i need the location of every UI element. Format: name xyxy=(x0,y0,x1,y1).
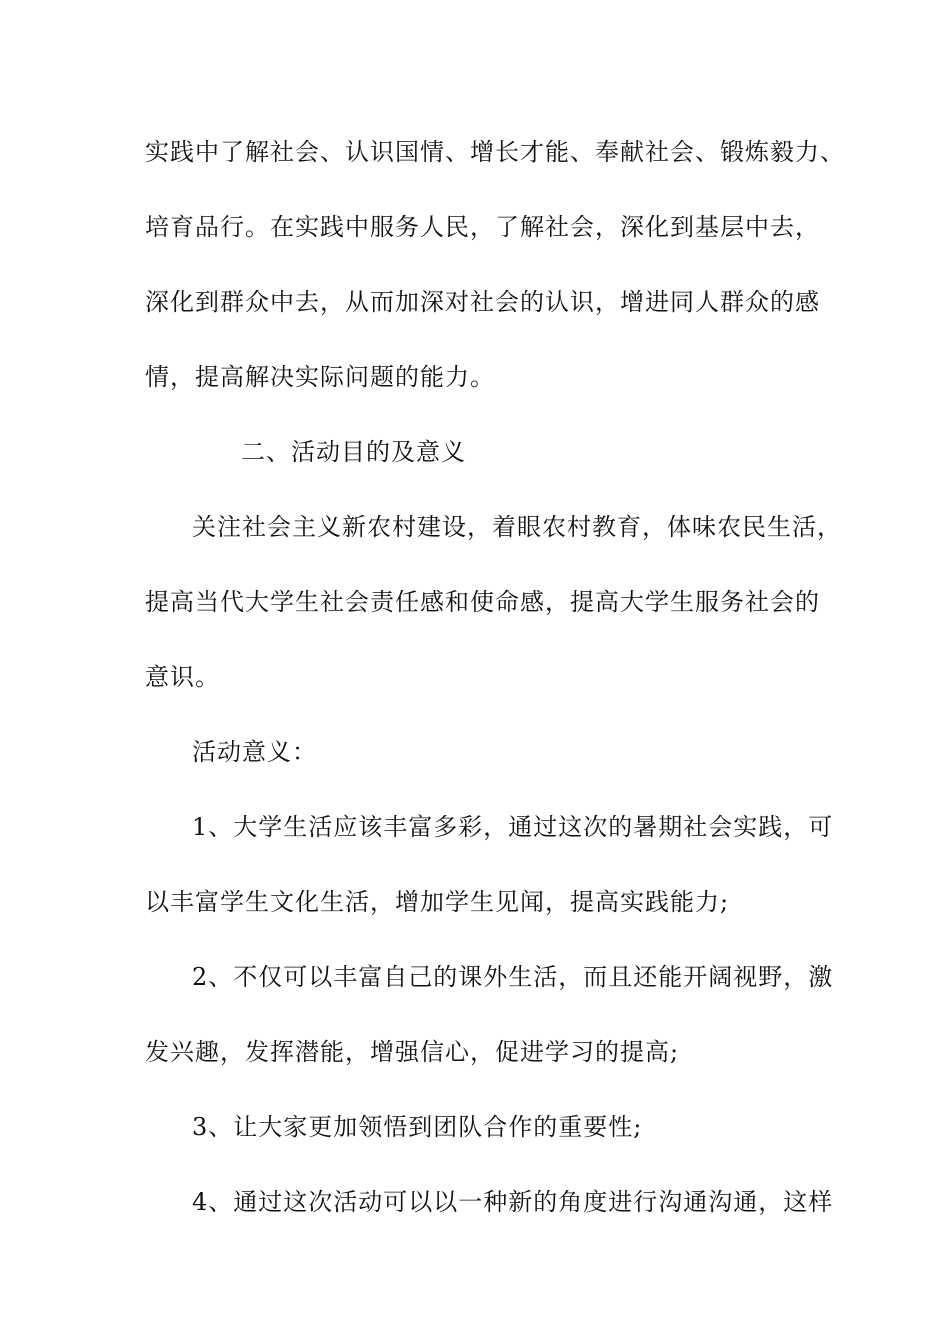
list-item-line: 3、让大家更加领悟到团队合作的重要性; xyxy=(192,1113,643,1141)
paragraph-line: 情，提高解决实际问题的能力。 xyxy=(145,363,495,391)
subheading: 活动意义： xyxy=(192,738,317,766)
paragraph-line: 实践中了解社会、认识国情、增长才能、奉献社会、锻炼毅力、 xyxy=(145,138,845,166)
paragraph-line: 深化到群众中去，从而加深对社会的认识，增进同人群众的感 xyxy=(145,288,820,316)
list-item-line: 发兴趣，发挥潜能，增强信心，促进学习的提高; xyxy=(145,1038,680,1066)
paragraph-line: 培育品行。在实践中服务人民，了解社会，深化到基层中去， xyxy=(145,213,820,241)
list-item-line: 4、通过这次活动可以以一种新的角度进行沟通沟通，这样 xyxy=(192,1188,834,1216)
list-item-line: 以丰富学生文化生活，增加学生见闻，提高实践能力; xyxy=(145,888,730,916)
list-item-line: 2、不仅可以丰富自己的课外生活，而且还能开阔视野，激 xyxy=(192,963,834,991)
list-item-line: 1、大学生活应该丰富多彩，通过这次的暑期社会实践，可 xyxy=(192,813,834,841)
paragraph-line: 提高当代大学生社会责任感和使命感，提高大学生服务社会的 xyxy=(145,588,820,616)
paragraph-line: 关注社会主义新农村建设，着眼农村教育，体味农民生活， xyxy=(192,513,842,541)
paragraph-line: 意识。 xyxy=(145,663,220,691)
section-heading: 二、活动目的及意义 xyxy=(241,438,466,466)
